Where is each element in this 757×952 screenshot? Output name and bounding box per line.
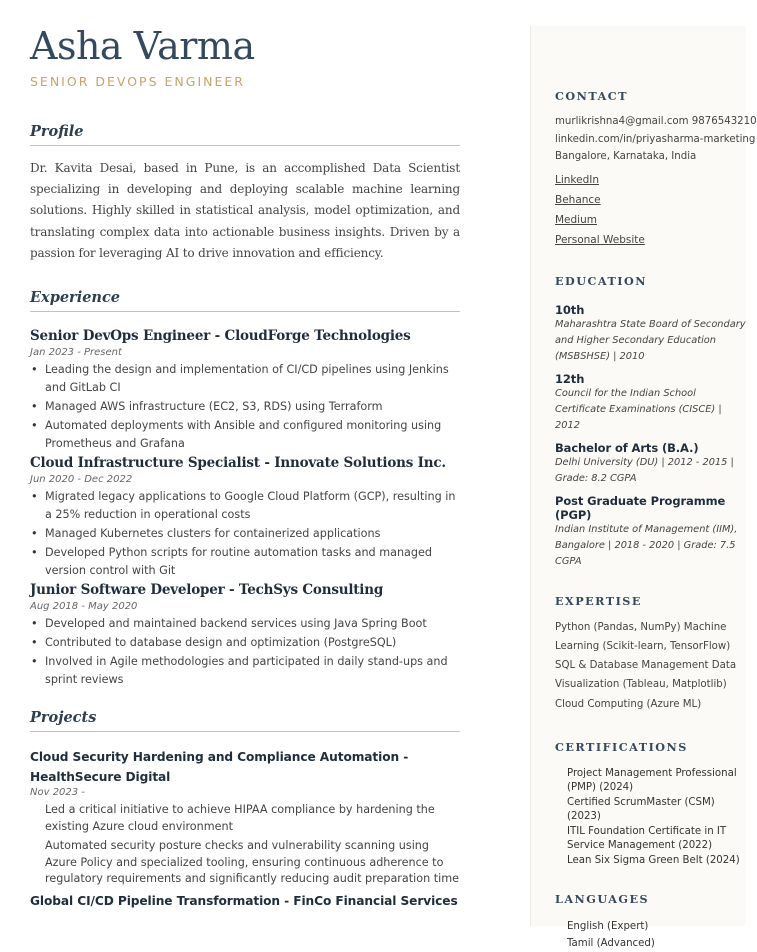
language-item: English (Expert) [567, 921, 649, 933]
sidebar-content [555, 26, 757, 952]
certifications-section [555, 740, 747, 869]
job-bullets [30, 361, 460, 453]
job-bullets [30, 615, 460, 689]
certification-item: Certified ScrumMaster (CSM) (2023) [567, 796, 715, 823]
education-details: Indian Institute of Management (IIM), Bangalore | 2018 - 2020 | Grade: 7.5 CGPA [555, 523, 738, 567]
job-entry [30, 582, 460, 689]
expertise-section [555, 594, 747, 714]
job-bullet: • Automated deployments with Ansible and configured monitoring using Prometheus and Grafana [30, 417, 460, 453]
experience-heading: Experience [30, 289, 460, 312]
language-item: Tamil (Advanced) [567, 938, 655, 950]
contact-linkedin-url: linkedin.com/in/priyasharma-marketing [555, 133, 756, 145]
expertise-text: Python (Pandas, NumPy) Machine Learning (Scikit-learn, TensorFlow) SQL & Database Management Data Visualization (Tableau, Matplotlib) Cloud Computing (Azure ML) [555, 621, 737, 710]
education-degree: 10th [555, 302, 585, 317]
job-date: Jan 2023 - Present [30, 347, 122, 359]
education-degree: Post Graduate Programme (PGP) [555, 493, 726, 522]
profile-heading: Profile [30, 123, 460, 146]
education-heading: EDUCATION [555, 273, 647, 288]
candidate-role: SENIOR DEVOPS ENGINEER [30, 74, 245, 89]
projects-section [30, 709, 460, 911]
education-details: Council for the Indian School Certificate Examinations (CISCE) | 2012 [555, 387, 722, 431]
project-date: Nov 2023 - [30, 787, 85, 799]
certification-item: Project Management Professional (PMP) (2024) [567, 767, 737, 794]
job-bullet: • Managed Kubernetes clusters for containerized applications [30, 525, 460, 543]
languages-heading: LANGUAGES [555, 892, 650, 907]
languages-list [555, 918, 747, 952]
education-section [555, 274, 747, 570]
linkedin-link[interactable]: LinkedIn [555, 173, 600, 186]
medium-link[interactable]: Medium [555, 213, 597, 226]
contact-section [555, 89, 757, 250]
languages-section [555, 892, 747, 952]
education-entry [555, 441, 747, 487]
job-bullets [30, 488, 460, 580]
education-entry [555, 372, 747, 434]
project-bullet: Led a critical initiative to achieve HIPAA compliance by hardening the existing Azure cloud environment [45, 803, 435, 833]
main-column [30, 24, 460, 911]
sidebar [530, 26, 757, 950]
certifications-list [555, 767, 747, 869]
profile-text: Dr. Kavita Desai, based in Pune, is an accomplished Data Scientist specializing in developing and deploying scalable machine learning solutions. Highly skilled in statistical analysis, model optimization, and translating complex data into actionable business insights. Driven by a passion for leveraging AI to drive innovation and efficiency. [30, 161, 460, 260]
job-bullet: • Contributed to database design and optimization (PostgreSQL) [30, 634, 460, 652]
projects-heading: Projects [30, 709, 460, 732]
job-bullet: • Managed AWS infrastructure (EC2, S3, RDS) using Terraform [30, 398, 460, 416]
job-bullet: • Developed and maintained backend services using Java Spring Boot [30, 615, 460, 633]
job-bullet: • Migrated legacy applications to Google Cloud Platform (GCP), resulting in a 25% reduction in operational costs [30, 488, 460, 524]
project-title: Global CI/CD Pipeline Transformation - FinCo Financial Services [30, 893, 458, 908]
contact-details [555, 113, 757, 166]
education-entry [555, 303, 747, 365]
job-title: Senior DevOps Engineer - CloudForge Technologies [30, 328, 411, 345]
project-bullet: Automated security posture checks and vulnerability scanning using Azure Policy and specialized tooling, ensuring continuous adherence to regulatory requirements and significantly reducing audit preparation time [45, 839, 460, 886]
contact-links [555, 170, 747, 250]
candidate-name: Asha Varma [30, 24, 255, 68]
job-bullet: • Developed Python scripts for routine automation tasks and managed version control with Git [30, 544, 460, 580]
project-title: Cloud Security Hardening and Compliance Automation - HealthSecure Digital [30, 750, 409, 785]
contact-email-phone: murlikrishna4@gmail.com 9876543210 [555, 116, 757, 127]
expertise-heading: EXPERTISE [555, 593, 642, 608]
certifications-heading: CERTIFICATIONS [555, 739, 688, 754]
certification-item: Lean Six Sigma Green Belt (2024) [567, 854, 740, 866]
job-bullet: • Leading the design and implementation of CI/CD pipelines using Jenkins and GitLab CI [30, 361, 460, 397]
project-bullets [30, 802, 460, 888]
job-title: Cloud Infrastructure Specialist - Innovate Solutions Inc. [30, 455, 446, 472]
job-bullet: • Involved in Agile methodologies and participated in daily stand-ups and sprint reviews [30, 653, 460, 689]
project-entry [30, 891, 460, 911]
education-degree: 12th [555, 371, 585, 386]
contact-heading: CONTACT [555, 89, 628, 103]
education-details: Maharashtra State Board of Secondary and Higher Secondary Education (MSBSHSE) | 2010 [555, 318, 746, 362]
job-entry [30, 328, 460, 453]
personal-website-link[interactable]: Personal Website [555, 233, 645, 246]
education-entry [555, 494, 747, 570]
project-entry [30, 747, 460, 888]
contact-location: Bangalore, Karnataka, India [555, 151, 697, 162]
behance-link[interactable]: Behance [555, 193, 601, 206]
certification-item: ITIL Foundation Certificate in IT Service Management (2022) [567, 825, 727, 852]
profile-section [30, 123, 460, 264]
job-date: Aug 2018 - May 2020 [30, 601, 138, 613]
education-details: Delhi University (DU) | 2012 - 2015 | Grade: 8.2 CGPA [555, 456, 734, 484]
experience-section [30, 289, 460, 689]
education-degree: Bachelor of Arts (B.A.) [555, 440, 699, 455]
job-date: Jun 2020 - Dec 2022 [30, 474, 133, 486]
job-entry [30, 455, 460, 580]
job-title: Junior Software Developer - TechSys Consulting [30, 582, 384, 599]
